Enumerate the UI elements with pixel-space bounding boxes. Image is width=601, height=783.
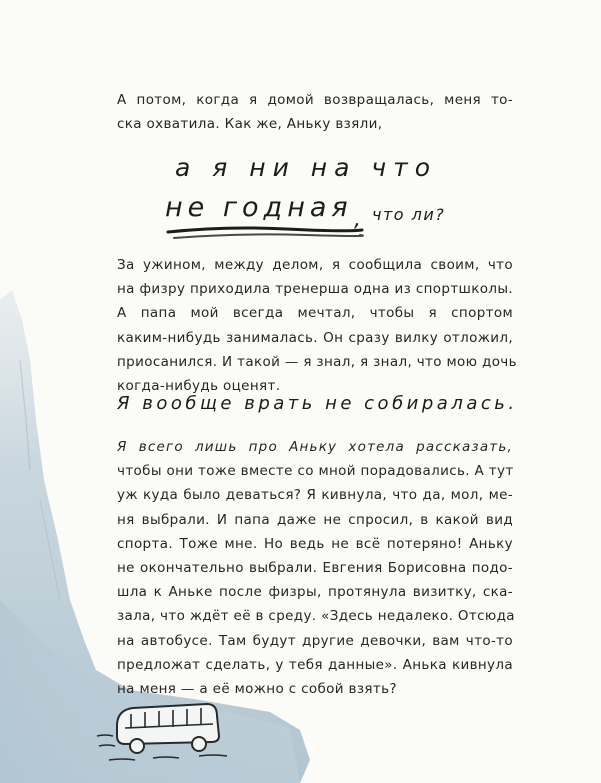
handwritten-emphasis: не годная xyxy=(165,192,353,223)
text-line: приосанился. И такой — я знал, я знал, что мою дочь xyxy=(117,353,517,370)
text-line: уж куда было деваться? Я кивнула, что да, мол, ме- xyxy=(117,487,513,504)
underline-scribble xyxy=(166,222,366,244)
handwritten-line-1: а я ни на что xyxy=(175,153,438,182)
handwritten-first-line: Я всего лишь про Аньку хотела рассказать, xyxy=(117,439,513,455)
text-line: За ужином, между делом, я сообщила своим, что xyxy=(117,257,513,273)
text-line: предложат сделать, у тебя данные». Анька кивнула xyxy=(117,656,513,673)
text-line: А папа мой всегда мечтал, чтобы я спортом xyxy=(117,305,513,322)
paragraph-1 xyxy=(117,88,513,136)
text-line: каким-нибудь занималась. Он сразу вилку отложил, xyxy=(117,329,513,346)
text-line: на меня — а её можно с собой взять? xyxy=(117,681,397,698)
text-line: ска охватила. Как же, Аньку взяли, xyxy=(117,116,383,133)
text-line: чтобы они тоже вместе со мной порадовались. А тут xyxy=(117,463,514,480)
text-line: на автобусе. Там будут другие девочки, вам что-то xyxy=(117,632,513,649)
handwritten-tail: что ли? xyxy=(372,205,446,224)
bus-icon xyxy=(95,690,255,770)
comma: , xyxy=(354,207,361,232)
text-line: А потом, когда я домой возвращалась, меня то- xyxy=(117,92,513,108)
paragraph-2 xyxy=(117,253,517,398)
text-line: спорта. Тоже мне. Но ведь не всё потеряно! Аньку xyxy=(117,535,513,552)
text-line: зала, что ждёт её в среду. «Здесь недалеко. Отсюда xyxy=(117,608,515,625)
handwritten-line-2 xyxy=(165,192,353,223)
paragraph-3 xyxy=(117,435,513,701)
text-line: ня выбрали. И папа даже не спросил, в какой вид xyxy=(117,511,513,528)
text-line: не окончательно выбрали. Евгения Борисовна подо- xyxy=(117,560,513,577)
handwritten-line-3: Я вообще врать не собиралась. xyxy=(117,393,518,414)
text-line: на физру приходила тренерша одна из спортшколы. xyxy=(117,281,513,298)
text-line: когда-нибудь оценят. xyxy=(117,378,281,395)
text-line: шла к Аньке после физры, протянула визитку, ска- xyxy=(117,584,513,601)
